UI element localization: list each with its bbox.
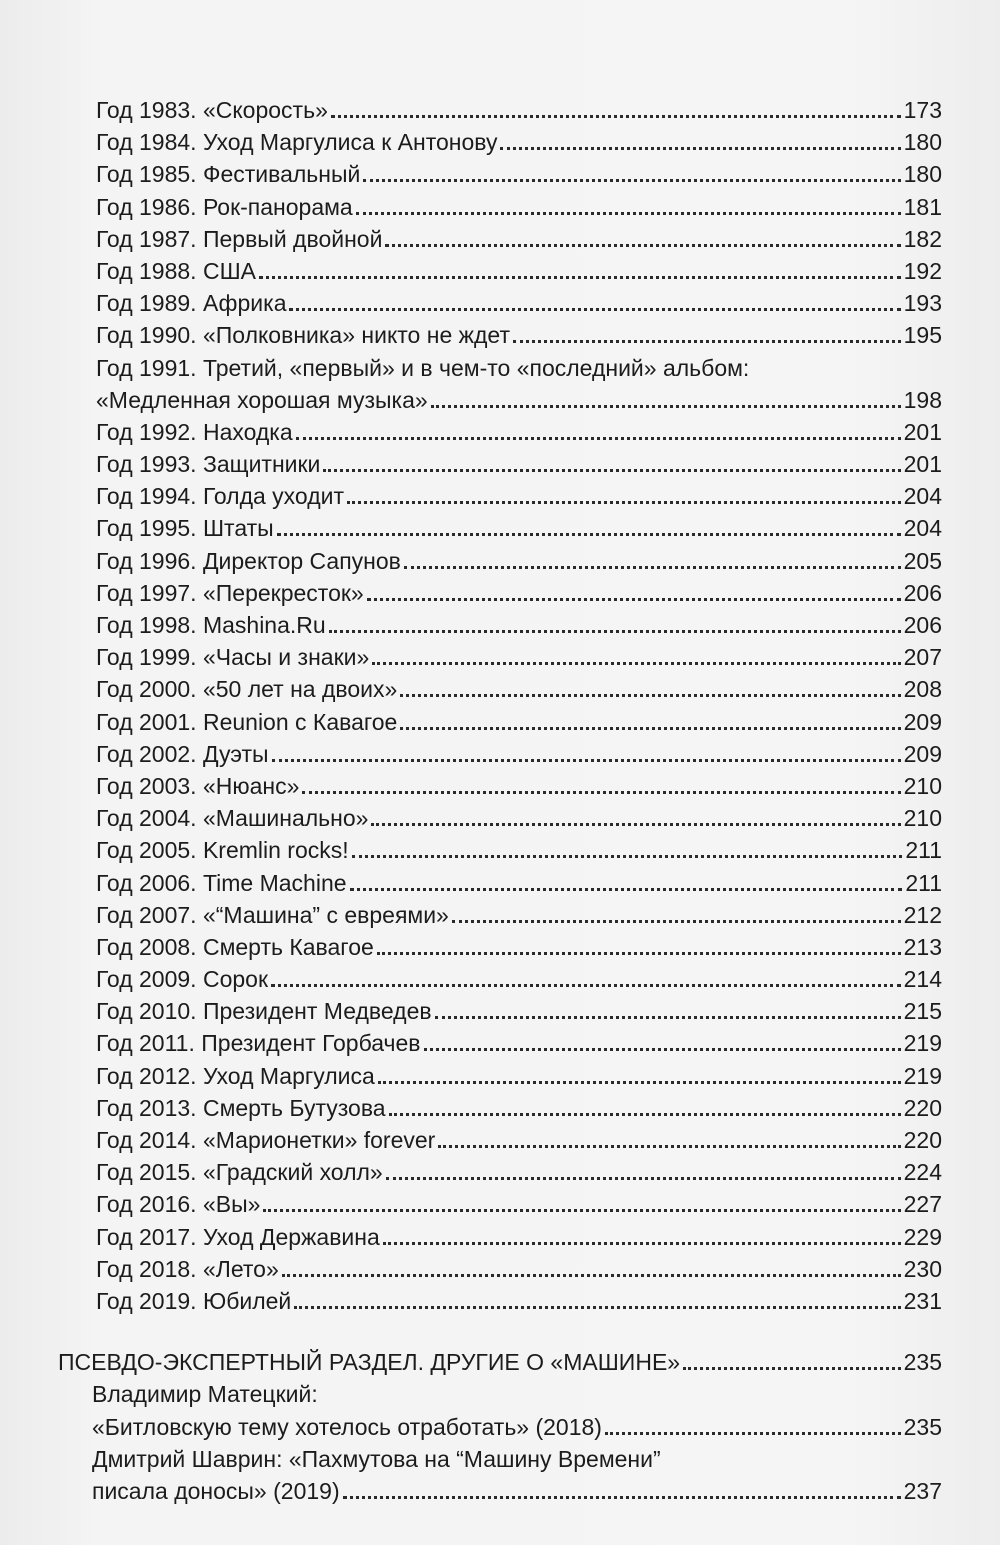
page-number: 230 <box>903 1255 942 1282</box>
page-number: 209 <box>903 708 942 735</box>
toc-entry <box>0 448 1000 480</box>
entry-title: Год 1984. Уход Маргулиса к Антонову <box>96 129 498 156</box>
toc-entry <box>0 1188 1000 1220</box>
page-number: 227 <box>903 1191 942 1218</box>
entry-title: Год 1995. Штаты <box>96 515 274 542</box>
toc-entry <box>0 673 1000 705</box>
toc-entry <box>0 1253 1000 1285</box>
entry-title: Год 2004. «Машинально» <box>96 805 369 832</box>
toc-entry <box>0 931 1000 963</box>
toc-subentry-continuation <box>0 1475 1000 1507</box>
toc-entry <box>0 1124 1000 1156</box>
toc-entry <box>0 287 1000 319</box>
toc-entry <box>0 609 1000 641</box>
entry-title: писала доносы» (2019) <box>92 1477 340 1504</box>
toc-entry <box>0 1092 1000 1124</box>
entry-title: Год 2016. «Вы» <box>96 1191 261 1218</box>
entry-title: Год 2002. Дуэты <box>96 740 269 767</box>
entry-title: «Битловскую тему хотелось отработать» (2018) <box>92 1413 602 1440</box>
page-number: 237 <box>903 1477 942 1504</box>
table-of-contents <box>0 94 1000 1507</box>
page-number: 201 <box>903 418 942 445</box>
entry-title: Год 1999. «Часы и знаки» <box>96 644 370 671</box>
entry-title: Год 1993. Защитники <box>96 451 321 478</box>
entry-title: Год 1989. Африка <box>96 290 287 317</box>
entry-title: Дмитрий Шаврин: «Пахмутова на “Машину Времени” <box>92 1445 661 1472</box>
page-number: 229 <box>903 1223 942 1250</box>
dot-leader <box>294 1302 900 1309</box>
dot-leader <box>329 626 901 633</box>
dot-leader <box>683 1363 901 1370</box>
page-number: 181 <box>903 193 942 220</box>
page-number: 182 <box>903 225 942 252</box>
entry-title: Год 1986. Рок-панорама <box>96 193 353 220</box>
dot-leader <box>367 594 901 601</box>
toc-entry <box>0 577 1000 609</box>
dot-leader <box>271 980 901 987</box>
section-gap <box>0 1317 1000 1346</box>
dot-leader <box>400 690 900 697</box>
dot-leader <box>431 401 901 408</box>
toc-subentry-continuation <box>0 1411 1000 1443</box>
page-number: 209 <box>903 740 942 767</box>
dot-leader <box>350 884 903 891</box>
entry-title: Год 1990. «Полковника» никто не ждет <box>96 322 510 349</box>
entry-title: Год 1994. Голда уходит <box>96 483 345 510</box>
dot-leader <box>331 111 901 118</box>
entry-title: Год 2012. Уход Маргулиса <box>96 1062 375 1089</box>
dot-leader <box>347 497 901 504</box>
toc-entry <box>0 834 1000 866</box>
dot-leader <box>424 1044 901 1051</box>
entry-title: ПСЕВДО-ЭКСПЕРТНЫЙ РАЗДЕЛ. ДРУГИЕ О «МАШИНЕ» <box>58 1349 681 1376</box>
page-number: 180 <box>903 161 942 188</box>
entry-title: Год 2001. Reunion с Кавагое <box>96 708 398 735</box>
page-number: 224 <box>903 1159 942 1186</box>
entry-title: Год 2005. Kremlin rocks! <box>96 837 349 864</box>
entry-title: Год 1998. Mashina.Ru <box>96 612 326 638</box>
page-number: 207 <box>903 644 942 671</box>
page-number: 205 <box>903 547 942 574</box>
dot-leader <box>371 819 900 826</box>
entry-title: Год 2010. Президент Медведев <box>96 998 432 1025</box>
entry-title: Год 2006. Time Machine <box>96 869 347 896</box>
toc-entry <box>0 191 1000 223</box>
dot-leader <box>400 723 900 730</box>
dot-leader <box>282 1270 901 1277</box>
toc-entry <box>0 416 1000 448</box>
toc-section-heading <box>0 1346 1000 1378</box>
dot-leader <box>435 1012 901 1019</box>
toc-entry <box>0 963 1000 995</box>
toc-entry <box>0 1221 1000 1253</box>
entry-title: Владимир Матецкий: <box>92 1381 318 1408</box>
toc-entry <box>0 126 1000 158</box>
entry-title: Год 1996. Директор Сапунов <box>96 547 401 574</box>
dot-leader <box>513 336 901 343</box>
page-number: 231 <box>903 1287 942 1314</box>
entry-title: Год 2018. «Лето» <box>96 1255 279 1282</box>
page-number: 180 <box>903 129 942 156</box>
entry-title: Год 2000. «50 лет на двоих» <box>96 676 398 703</box>
dot-leader <box>378 1077 901 1084</box>
entry-title: Год 2011. Президент Горбачев <box>96 1030 421 1057</box>
dot-leader <box>500 143 900 150</box>
toc-entry <box>0 1285 1000 1317</box>
toc-entry <box>0 867 1000 899</box>
page-number: 220 <box>903 1127 942 1153</box>
toc-entry <box>0 899 1000 931</box>
dot-leader <box>363 175 900 182</box>
entry-title: Год 2019. Юбилей <box>96 1287 292 1314</box>
page-number: 192 <box>903 257 942 284</box>
page-number: 210 <box>903 805 942 832</box>
page-number: 210 <box>903 772 942 799</box>
page-number: 219 <box>903 1062 942 1089</box>
page-number: 206 <box>903 579 942 606</box>
dot-leader <box>323 465 900 472</box>
page-number: 211 <box>905 837 942 864</box>
entry-title: Год 2014. «Марионетки» forever <box>96 1127 436 1153</box>
dot-leader <box>296 433 901 440</box>
dot-leader <box>377 948 901 955</box>
entry-title: Год 1985. Фестивальный <box>96 161 361 188</box>
toc-entry <box>0 1027 1000 1059</box>
toc-entry <box>0 1156 1000 1188</box>
dot-leader <box>289 304 900 311</box>
dot-leader <box>277 529 901 536</box>
page-number: 219 <box>903 1030 942 1057</box>
page-number: 211 <box>905 869 942 896</box>
toc-entry <box>0 1060 1000 1092</box>
dot-leader <box>259 272 901 279</box>
page-number: 214 <box>903 966 942 993</box>
page-number: 208 <box>903 676 942 703</box>
entry-title: Год 1987. Первый двойной <box>96 225 383 252</box>
toc-entry <box>0 223 1000 255</box>
toc-entry <box>0 770 1000 802</box>
toc-entry <box>0 94 1000 126</box>
toc-entry <box>0 319 1000 351</box>
page-number: 193 <box>903 290 942 317</box>
toc-entry <box>0 995 1000 1027</box>
toc-entry <box>0 738 1000 770</box>
toc-entry-continuation <box>0 384 1000 416</box>
dot-leader <box>605 1428 901 1435</box>
dot-leader <box>389 1109 901 1116</box>
entry-title: Год 1997. «Перекресток» <box>96 579 364 606</box>
page-number: 213 <box>903 933 942 960</box>
entry-title: Год 1983. «Скорость» <box>96 97 328 123</box>
entry-title: Год 2017. Уход Державина <box>96 1223 380 1250</box>
page-number: 198 <box>903 386 942 413</box>
page-number: 220 <box>903 1094 942 1121</box>
toc-entry <box>0 352 1000 384</box>
entry-title: «Медленная хорошая музыка» <box>96 386 428 413</box>
toc-entry <box>0 480 1000 512</box>
dot-leader <box>404 562 901 569</box>
page-number: 201 <box>903 451 942 478</box>
page-number: 173 <box>903 97 942 123</box>
page-number: 235 <box>903 1349 942 1376</box>
toc-entry <box>0 545 1000 577</box>
entry-title: Год 2008. Смерть Кавагое <box>96 933 374 960</box>
toc-entry <box>0 706 1000 738</box>
dot-leader <box>356 208 901 215</box>
page-number: 235 <box>903 1413 942 1440</box>
entry-title: Год 2013. Смерть Бутузова <box>96 1094 386 1121</box>
toc-subentry <box>0 1443 1000 1475</box>
dot-leader <box>452 916 901 923</box>
toc-entry <box>0 255 1000 287</box>
page-number: 204 <box>903 483 942 510</box>
dot-leader <box>385 240 900 247</box>
page-number: 212 <box>903 901 942 928</box>
entry-title: Год 1991. Третий, «первый» и в чем-то «последний» альбом: <box>96 354 750 381</box>
page-number: 195 <box>903 322 942 349</box>
dot-leader <box>302 787 900 794</box>
toc-entry <box>0 802 1000 834</box>
entry-title: Год 2015. «Градский холл» <box>96 1159 383 1186</box>
dot-leader <box>352 851 903 858</box>
entry-title: Год 2003. «Нюанс» <box>96 772 300 799</box>
toc-entry <box>0 158 1000 190</box>
page-number: 206 <box>903 612 942 638</box>
toc-entry <box>0 641 1000 673</box>
dot-leader <box>438 1141 900 1148</box>
dot-leader <box>263 1205 900 1212</box>
toc-entry <box>0 512 1000 544</box>
dot-leader <box>272 755 901 762</box>
dot-leader <box>343 1492 901 1499</box>
entry-title: Год 1988. США <box>96 257 256 284</box>
toc-subentry <box>0 1378 1000 1410</box>
entry-title: Год 2009. Сорок <box>96 966 269 993</box>
page-number: 215 <box>903 998 942 1025</box>
dot-leader <box>372 658 900 665</box>
entry-title: Год 2007. «“Машина” с евреями» <box>96 901 449 928</box>
dot-leader <box>383 1238 901 1245</box>
entry-title: Год 1992. Находка <box>96 418 293 445</box>
page-number: 204 <box>903 515 942 542</box>
dot-leader <box>386 1173 901 1180</box>
